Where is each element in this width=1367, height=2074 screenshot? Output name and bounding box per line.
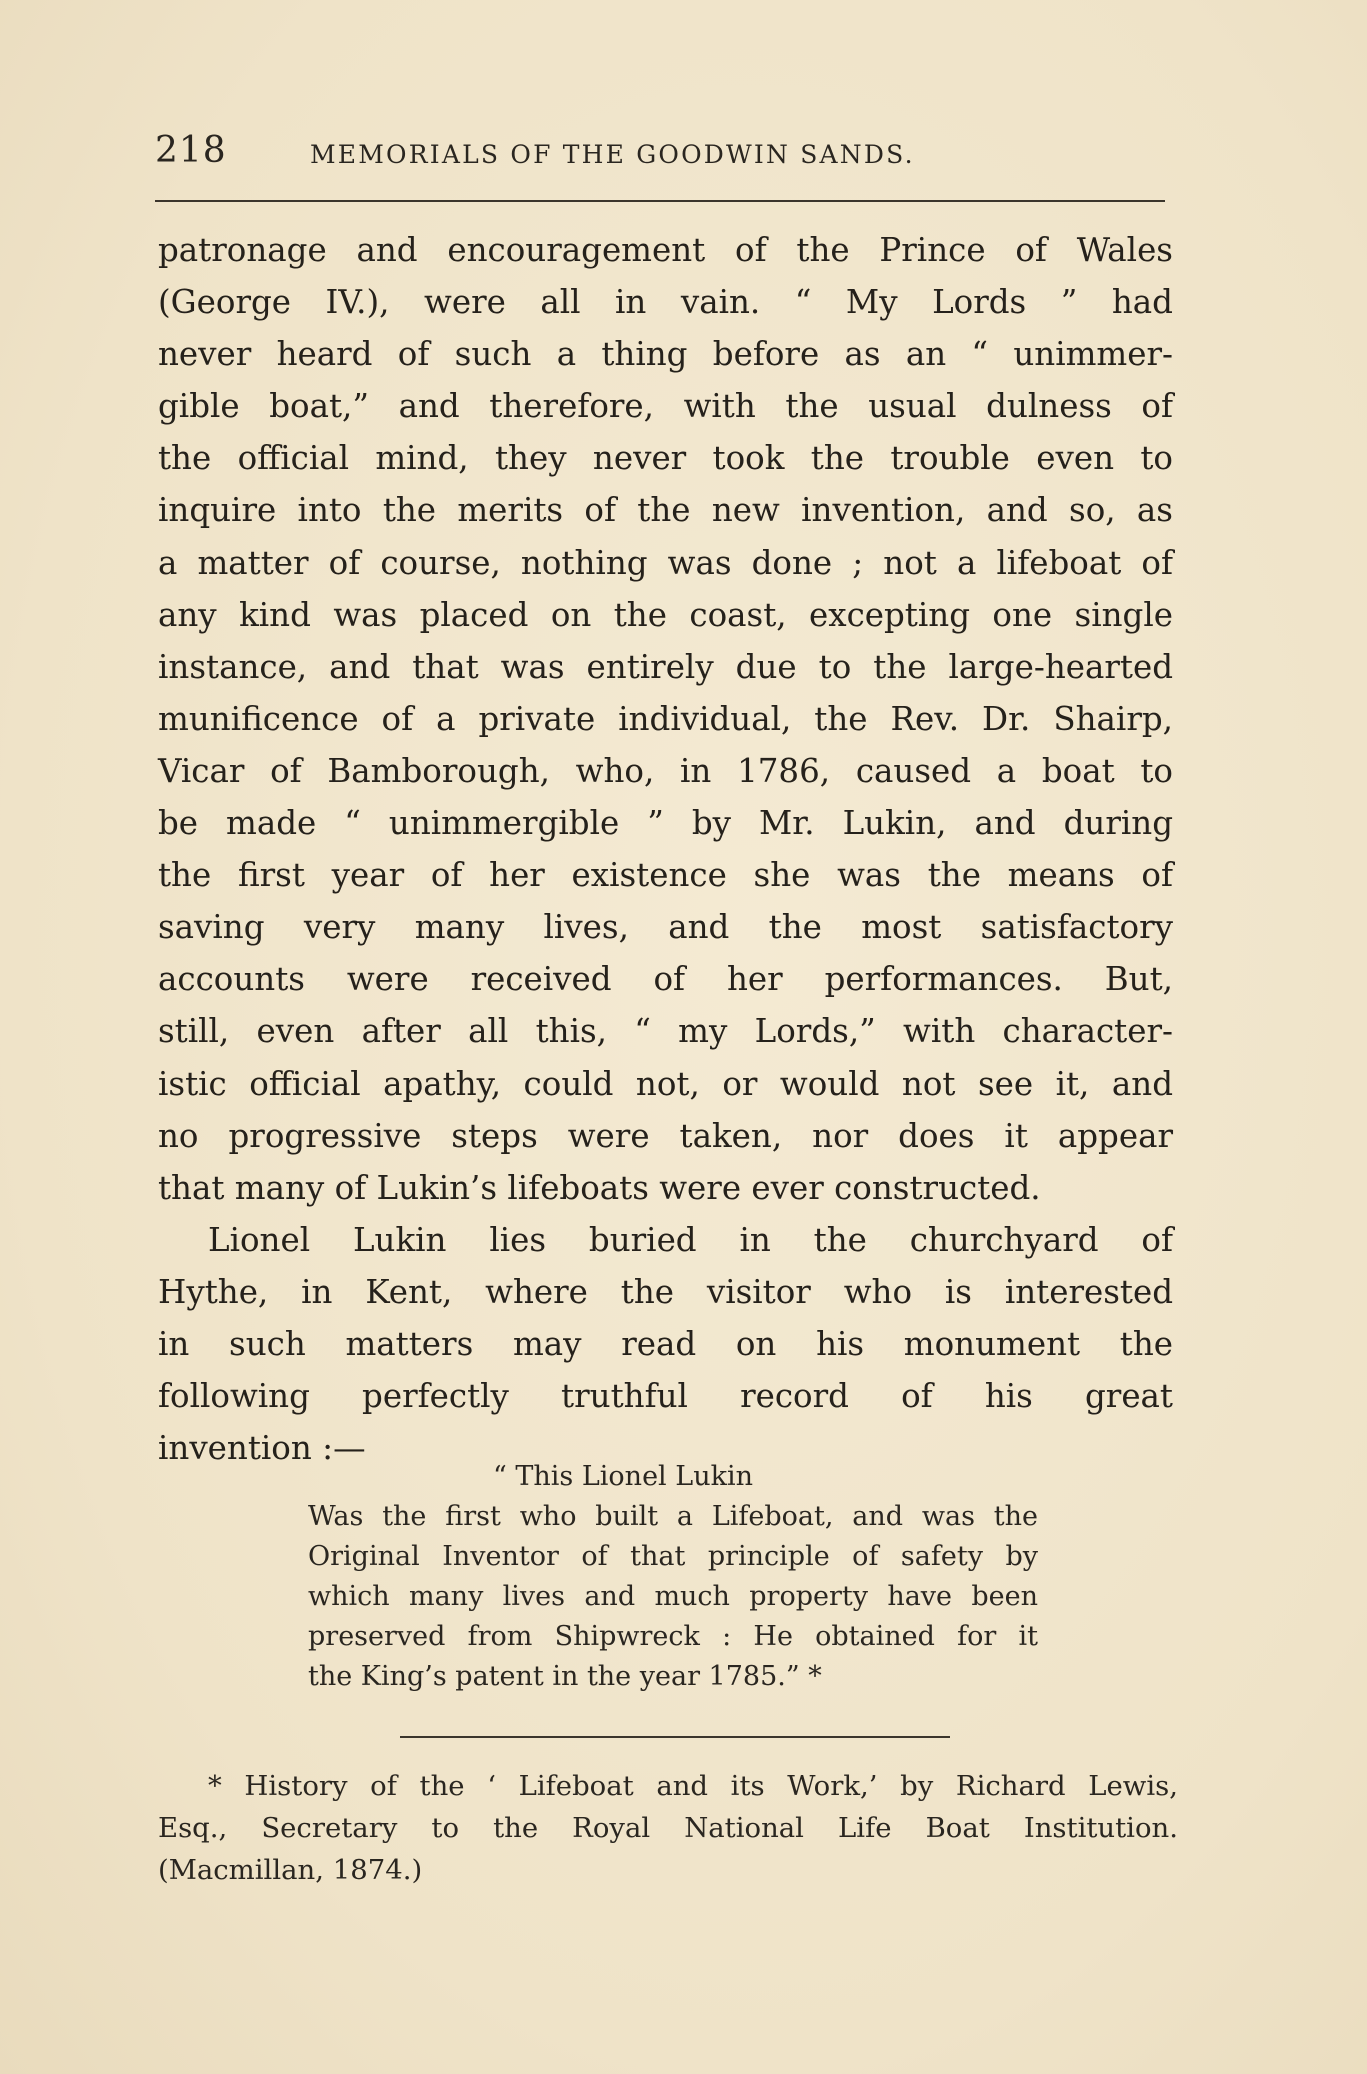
body-line: (George IV.), were all in vain. “ My Lords ” had [158, 283, 1173, 322]
body-line: a matter of course, nothing was done ; not a lifeboat of [158, 543, 1173, 582]
body-line: that many of Lukin’s lifeboats were ever constructed. [158, 1168, 1041, 1207]
body-line: patronage and encouragement of the Prince of Wales [158, 231, 1173, 269]
page-header [155, 130, 1165, 180]
body-line: never heard of such a thing before as an “ unimmer- [158, 335, 1173, 374]
body-line: inquire into the merits of the new invention, and so, as [158, 491, 1173, 530]
page-number: 218 [155, 130, 227, 171]
body-line: saving very many lives, and the most satisfactory [158, 908, 1173, 947]
body-line: any kind was placed on the coast, excepting one single [158, 595, 1173, 634]
footnote-line: * History of the ‘ Lifeboat and its Work,’ by Richard Lewis, [208, 1770, 1178, 1802]
monument-inscription [308, 1457, 1038, 1697]
body-line: instance, and that was entirely due to the large-hearted [158, 647, 1173, 686]
inscription-line: Was the first who built a Lifeboat, and was the [308, 1501, 1038, 1532]
inscription-line: which many lives and much property have been [308, 1581, 1038, 1612]
body-line: following perfectly truthful record of his great [158, 1377, 1173, 1416]
body-line: Vicar of Bamborough, who, in 1786, caused a boat to [158, 751, 1173, 790]
body-line: Lionel Lukin lies buried in the churchyard of [208, 1220, 1173, 1259]
body-line: accounts were received of her performances. But, [158, 960, 1173, 999]
body-line: Hythe, in Kent, where the visitor who is interested [158, 1272, 1173, 1311]
body-line: gible boat,” and therefore, with the usual dulness of [158, 387, 1173, 426]
body-line: istic official apathy, could not, or would not see it, and [158, 1064, 1173, 1103]
body-line: in such matters may read on his monument the [158, 1324, 1173, 1363]
body-line: the official mind, they never took the trouble even to [158, 439, 1173, 478]
inscription-line: “ This Lionel Lukin [493, 1461, 753, 1492]
body-line: invention :— [158, 1429, 366, 1468]
footnote-line: (Macmillan, 1874.) [158, 1854, 423, 1886]
inscription-line: Original Inventor of that principle of safety by [308, 1541, 1038, 1572]
running-title: MEMORIALS OF THE GOODWIN SANDS. [310, 140, 915, 169]
inscription-line: the King’s patent in the year 1785.” * [308, 1661, 822, 1692]
footnote-line: Esq., Secretary to the Royal National Life Boat Institution. [158, 1812, 1178, 1844]
footnote [158, 1765, 1178, 1891]
header-rule [155, 200, 1165, 202]
body-line: the first year of her existence she was the means of [158, 856, 1173, 895]
body-line: munificence of a private individual, the Rev. Dr. Shairp, [158, 699, 1173, 738]
inscription-line: preserved from Shipwreck : He obtained for it [308, 1621, 1038, 1652]
body-line: still, even after all this, “ my Lords,” with character- [158, 1012, 1173, 1051]
footnote-rule [400, 1736, 950, 1738]
body-text [158, 224, 1173, 1474]
body-line: be made “ unimmergible ” by Mr. Lukin, and during [158, 804, 1173, 843]
body-line: no progressive steps were taken, nor does it appear [158, 1116, 1173, 1155]
